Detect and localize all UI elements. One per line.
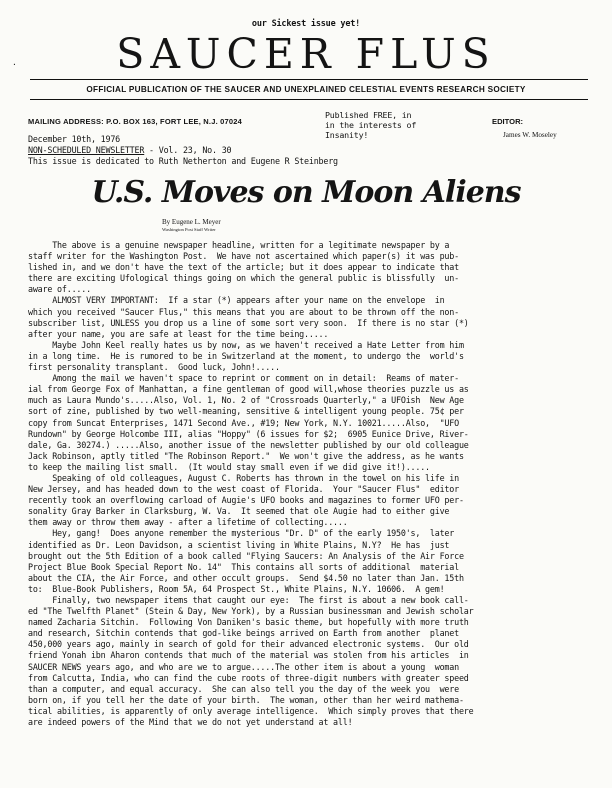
published-line: Insanity! [325,130,369,140]
published-note [325,110,470,140]
body-line: Project Blue Book Special Report No. 14" This contains all sorts of additional material [28,561,459,572]
body-line: tical abilities, is apparently of only average intelligence. Which simply proves that there [28,705,474,716]
body-line: in a long time. He is rumored to be in Switzerland at the moment, to undergo the world's [28,350,464,361]
body-line: dale, Ga. 30274.) .....Also, another issue of the newsletter published by our old colleague [28,439,469,450]
body-line: born on, if you tell her the date of your birth. The woman, other than her weird mathema- [28,694,464,705]
body-line: Hey, gang! Does anyone remember the mysterious "Dr. D" of the early 1950's, later [28,528,455,539]
issue-volume [28,145,231,156]
mailing-address: MAILING ADDRESS: P.O. BOX 163, FORT LEE, N.J. 07024 [28,117,243,126]
body-line: than a computer, and equal accuracy. She can also tell you the day of the week you were [28,683,459,694]
body-line: from Calcutta, India, who can find the cube roots of three-digit numbers with greater speed [28,672,469,683]
editor-label: EDITOR: [492,117,524,126]
body-line: sonality Gray Barker in Clarksburg, W. Va. It seemed that ole Augie had to either give [28,506,450,517]
body-line: first personality transplant. Good luck, John!..... [28,362,280,373]
published-line: Published FREE, in [325,110,412,120]
body-line: named Zacharia Sitchin. Following Von Daniken's basic theme, but hopefully with more truth [28,617,469,628]
body-line: Rundown" by George Holcombe III, alias "Hoppy" (6 issues for $2; 6905 Eunice Drive, River- [28,428,469,439]
body-line: identified as Dr. Leon Davidson, a scientist living in White Plains, N.Y? He has just [28,539,450,550]
body-line: ial from George Fox of Manhattan, a fine gentleman of good will,whose theories puzzle us as [28,384,469,395]
body-line: SAUCER NEWS years ago, and who are we to argue.....The other item is about a young woman [28,661,459,672]
body-line: friend Yonah ibn Aharon contends that much of the material was stolen from his articles in [28,650,469,661]
body-line: aware of..... [28,284,91,295]
body-text [28,240,586,728]
volume-number: - Vol. 23, No. 30 [144,145,232,155]
body-line: to keep the mailing list small. (It would stay small even if we did give it!)..... [28,461,430,472]
masthead-title: SAUCER FLUS [116,30,496,78]
body-line: New Jersey, and has headed down to the west coast of Florida. Your "Saucer Flus" editor [28,484,459,495]
body-line: staff writer for the Washington Post. We have not ascertained which paper(s) it was pub- [28,251,459,262]
byline: By Eugene L. Meyer [162,218,221,226]
body-line: Maybe John Keel really hates us by now, as we haven't received a Hate Letter from him [28,339,464,350]
rule-bottom [30,99,588,100]
published-line: in the interests of [325,120,417,130]
dedication: This issue is dedicated to Ruth Netherton and Eugene R Steinberg [28,156,338,166]
newsletter-label: NON-SCHEDULED NEWSLETTER [28,145,145,155]
body-line: Among the mail we haven't space to reprint or comment on in detail: Reams of mater- [28,373,459,384]
body-line: are indeed powers of the Mind that we do not yet understand at all! [28,717,353,728]
body-line: which you received "Saucer Flus," this means that you are about to be thrown off the non- [28,306,459,317]
body-line: ALMOST VERY IMPORTANT: If a star (*) appears after your name on the envelope in [28,295,445,306]
issue-date: December 10th, 1976 [28,134,121,144]
body-line: recently took an overflowing carload of Augie's UFO books and magazines to former UFO per- [28,495,464,506]
body-line: after your name, you are safe at least for the time being..... [28,328,329,339]
body-line: ed "The Twelfth Planet" (Stein & Day, New York), by a Russian businessman and Jewish scholar [28,606,474,617]
body-line: 450,000 years ago, mainly in search of gold for their advanced electronic systems. Our old [28,639,469,650]
tagline: our Sickest issue yet! [251,19,361,29]
body-line: them away or throw them away - after a lifetime of collecting..... [28,517,348,528]
body-line: subscriber list, UNLESS you drop us a line of some sort very soon. If there is no star (*) [28,317,469,328]
body-line: there are exciting Ufological things going on which the general public is blissfully un- [28,273,459,284]
margin-dot: · [12,60,17,69]
body-line: to: Blue-Book Publishers, Room 5A, 64 Prospect St., White Plains, N.Y. 10606. A gem! [28,583,445,594]
body-line: copy from Suncat Enterprises, 1471 Second Ave., #19; New York, N.Y. 10021.....Also, "UFO [28,417,459,428]
body-line: lished in, and we don't have the text of the article; but it does appear to indicate that [28,262,459,273]
editor-name: James W. Moseley [503,131,557,139]
rule-top [30,79,588,80]
body-line: brought out the 5th Edition of a book called "Flying Saucers: An Analysis of the Air Force [28,550,464,561]
body-line: about the CIA, the Air Force, and other occult groups. Send $4.50 no later than Jan. 15th [28,572,464,583]
masthead-subtitle: OFFICIAL PUBLICATION OF THE SAUCER AND UNEXPLAINED CELESTIAL EVENTS RESEARCH SOCIETY [86,85,526,94]
body-line: Finally, two newspaper items that caught our eye: The first is about a new book call- [28,595,469,605]
body-line: The above is a genuine newspaper headline, written for a legitimate newspaper by a [28,240,450,250]
body-line: Jack Robinson, aptly titled "The Robinson Report." We won't give the address, as he wants [28,450,464,461]
body-line: much as Laura Mundo's.....Also, Vol. 1, No. 2 of "Crossroads Quarterly," a UFOish New Age [28,395,464,406]
body-line: and research, Sitchin contends that god-like beings arrived on Earth from another planet [28,628,459,639]
article-headline: U.S. Moves on Moon Aliens [91,175,521,210]
byline-credit: Washington Post Staff Writer [162,227,216,232]
body-line: Speaking of old colleagues, August C. Roberts has thrown in the towel on his life in [28,472,459,483]
body-line: sort of zine, published by two well-meaning, sensitive & intelligent young people. 75¢ per [28,406,464,417]
